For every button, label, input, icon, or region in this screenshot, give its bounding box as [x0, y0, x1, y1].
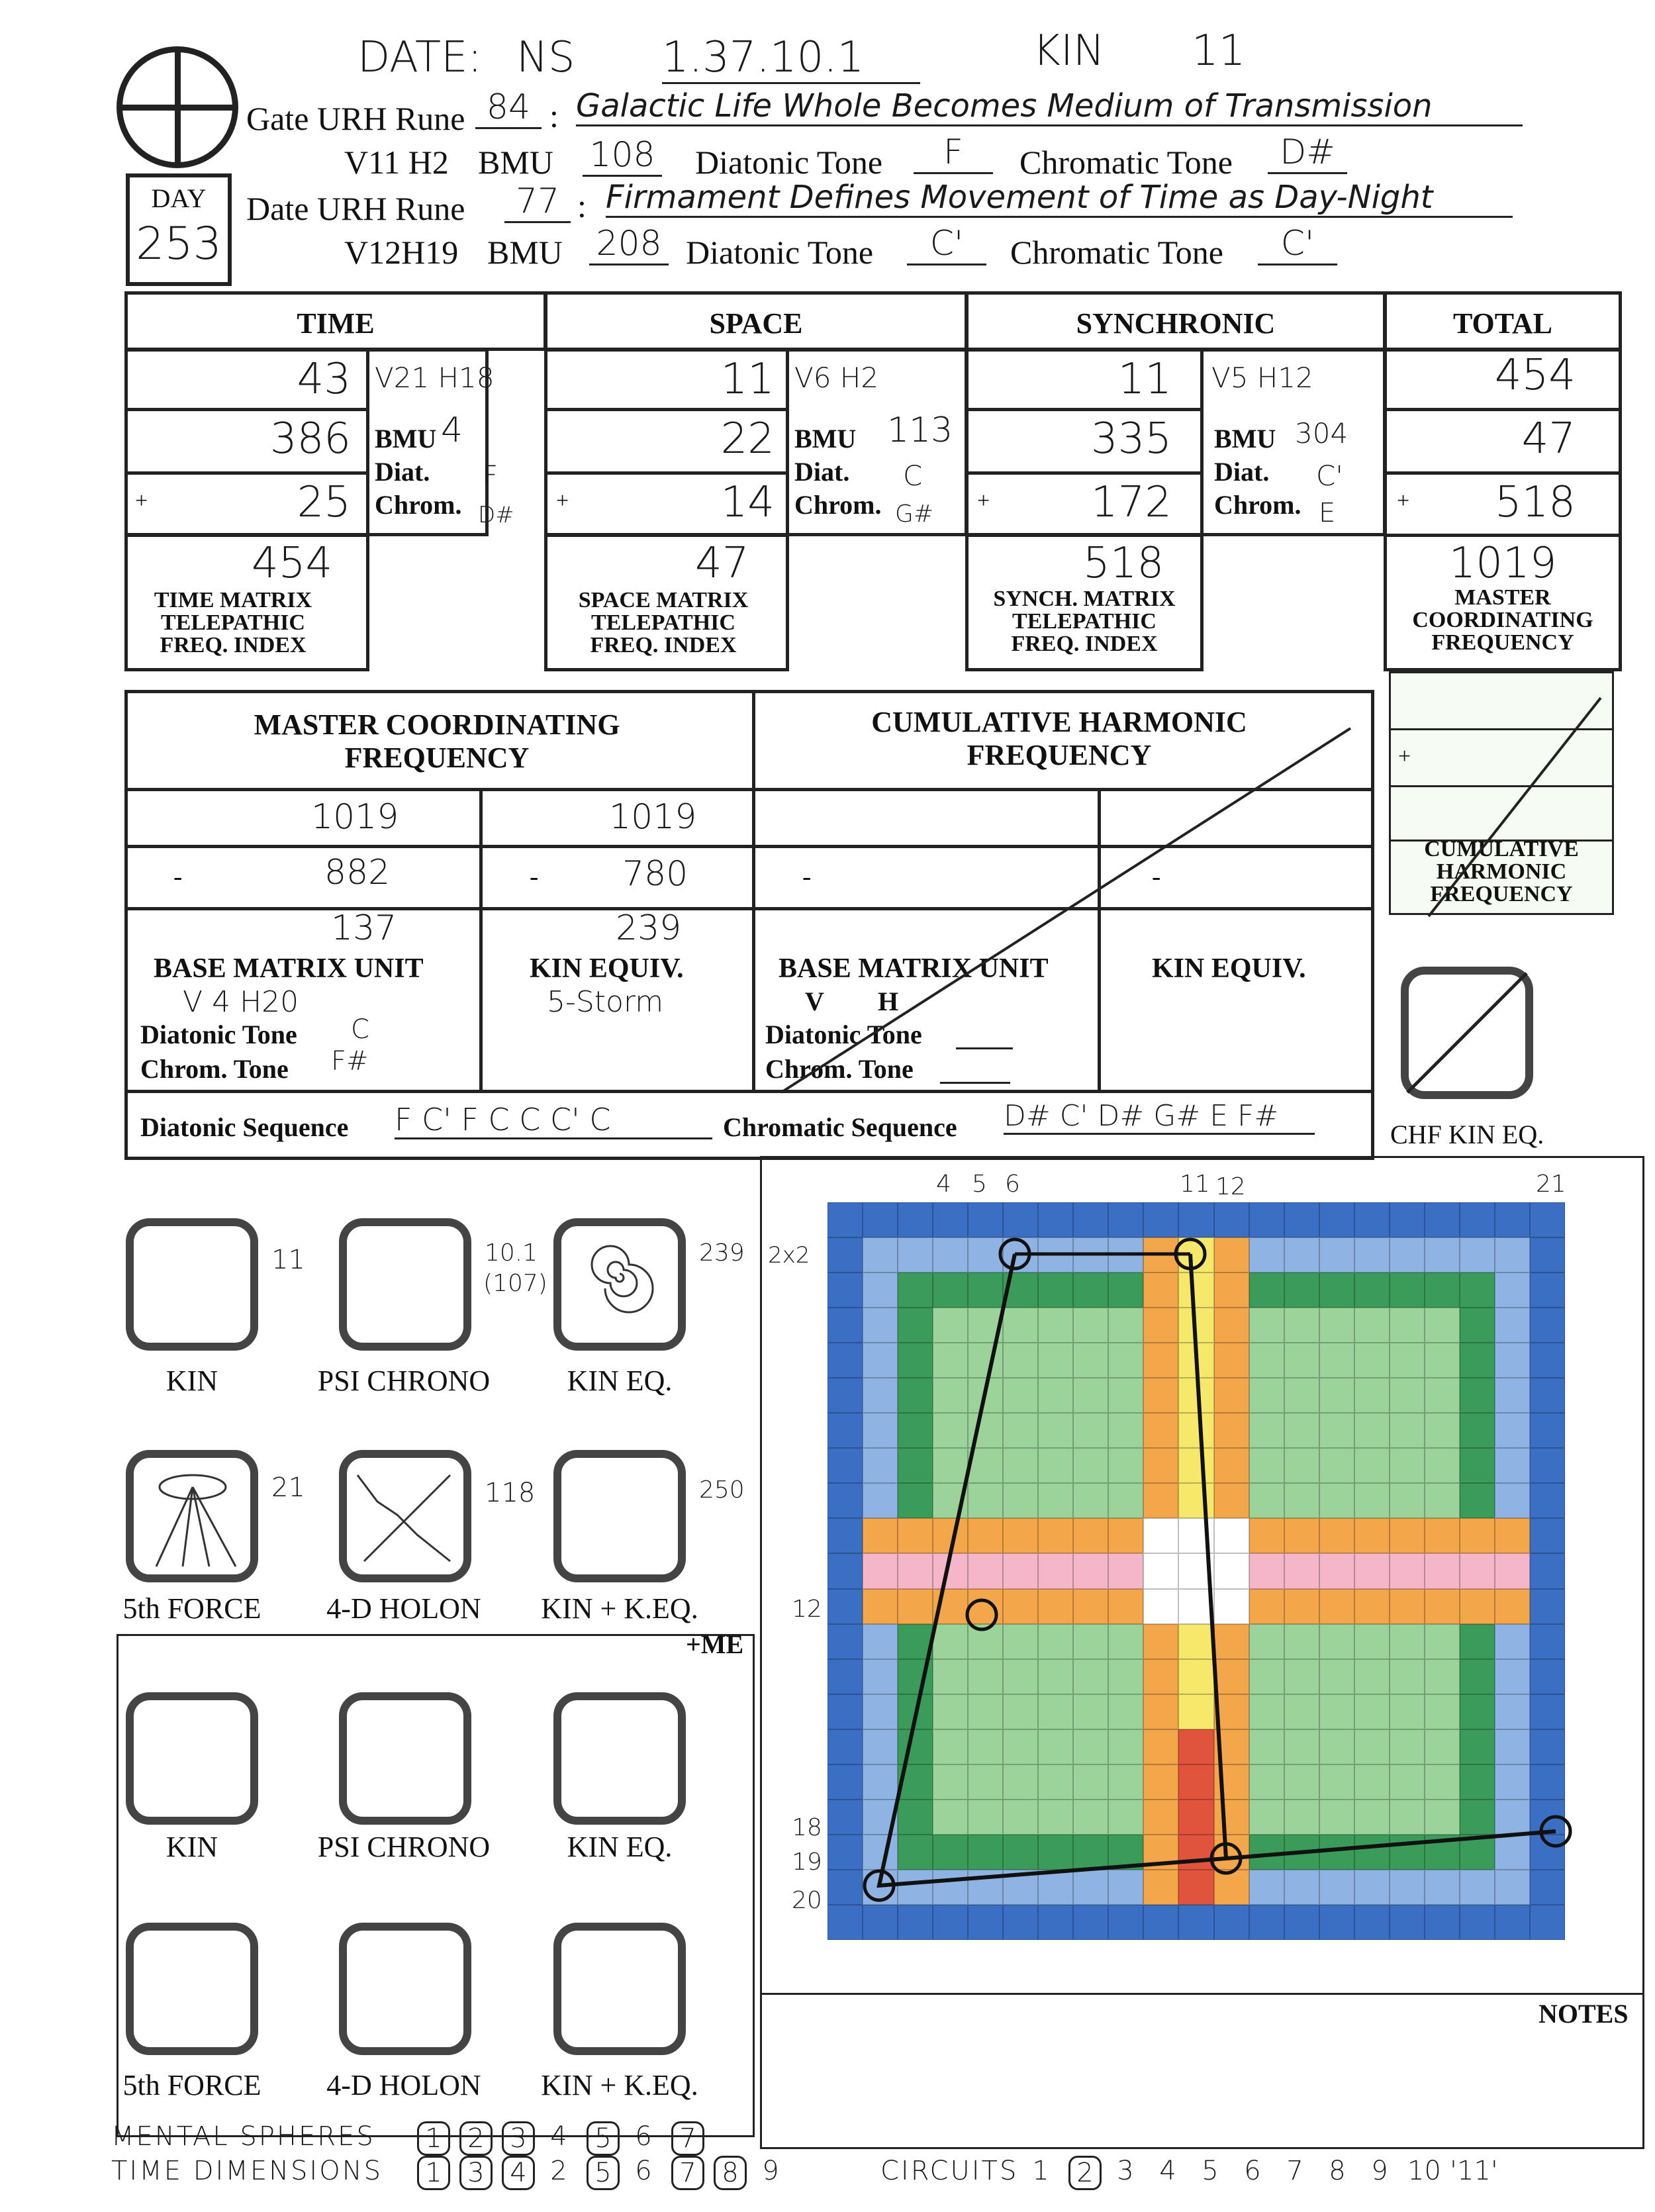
space-diat: C	[903, 459, 923, 492]
time-v2: 386	[269, 414, 351, 463]
time-bmu: 4	[441, 410, 463, 450]
total-v3: 518	[1494, 478, 1576, 527]
mental-sphere-0[interactable]: 1	[417, 2121, 450, 2156]
time-dimension-5[interactable]: 6	[635, 2156, 652, 2186]
space-index-label: SPACE MATRIX TELEPATHIC FREQ. INDEX	[578, 588, 749, 657]
grid-row-mark-18: 18	[792, 1814, 822, 1841]
space-bmu: 113	[887, 410, 953, 450]
kin-caption: KIN	[166, 1365, 218, 1397]
me-fifth-force-caption: 5th FORCE	[122, 2069, 261, 2101]
kin-keq-caption: KIN + K.EQ.	[541, 1592, 698, 1625]
gate-bmu: 108	[583, 135, 662, 177]
mental-sphere-4[interactable]: 5	[587, 2121, 620, 2156]
circuit-0[interactable]: 1	[1032, 2156, 1049, 2186]
date-ns: NS	[516, 33, 575, 82]
total-v1: 454	[1494, 351, 1576, 400]
grid-col-mark-11: 11	[1180, 1171, 1210, 1198]
time-dimension-8[interactable]: 9	[762, 2156, 779, 2186]
chf-v: V	[805, 986, 824, 1016]
chf-kin-eq-strike	[1401, 967, 1533, 1099]
time-dimension-4[interactable]: 5	[587, 2156, 620, 2190]
kin-value: 11	[1192, 26, 1246, 75]
mcf-a3: 137	[331, 908, 397, 948]
time-dimension-3[interactable]: 2	[550, 2156, 567, 2186]
day-value: 253	[136, 218, 222, 270]
total-title: TOTAL	[1453, 307, 1552, 340]
grid-row-mark-19: 19	[792, 1849, 822, 1876]
diatonic-seq-label: Diatonic Sequence	[140, 1112, 349, 1142]
mcf-a1: 1019	[311, 797, 399, 837]
time-dimension-1[interactable]: 3	[459, 2156, 493, 2190]
gate-diatonic: F	[914, 132, 993, 174]
total-v2: 47	[1521, 414, 1576, 463]
time-diat: F	[482, 459, 498, 492]
sync-index-label: SYNCH. MATRIX TELEPATHIC FREQ. INDEX	[993, 587, 1176, 656]
me-label: +ME	[686, 1629, 744, 1659]
mcf-bmu-label: BASE MATRIX UNIT	[154, 953, 424, 984]
kin-eq-number: 239	[699, 1239, 745, 1267]
circuit-8[interactable]: 9	[1371, 2156, 1388, 2186]
mcf-kin-equiv-label: KIN EQUIV.	[530, 953, 684, 984]
time-plus: +	[135, 489, 148, 513]
date-chromatic-label: Chromatic Tone	[1010, 234, 1223, 271]
time-chrom: D#	[478, 502, 514, 528]
circuit-10[interactable]: '11'	[1450, 2156, 1498, 2186]
time-total: 454	[252, 539, 333, 588]
sync-v2: 335	[1090, 414, 1172, 463]
mcf-a2: 882	[324, 853, 391, 892]
me-kin-caption: KIN	[166, 1831, 218, 1863]
grid-col-mark-5: 5	[972, 1171, 987, 1198]
me-kin-glyph[interactable]	[126, 1692, 258, 1825]
time-dimension-2[interactable]: 4	[502, 2156, 535, 2190]
mcf-diat: C	[351, 1014, 369, 1045]
mcf-minus-b: -	[530, 861, 539, 891]
chf-minus-b: -	[1152, 861, 1161, 891]
chromatic-seq: D# C' D# G# E F#	[1004, 1099, 1315, 1135]
gate-bmu-label: BMU	[478, 144, 553, 181]
date-value: 1.37.10.1	[662, 33, 920, 84]
chf-side-strike	[1389, 671, 1614, 923]
holon-number: 118	[485, 1478, 536, 1508]
time-dimension-6[interactable]: 7	[671, 2156, 704, 2190]
notes-label: NOTES	[1538, 1999, 1629, 2029]
sync-diat-label: Diat.	[1214, 457, 1270, 487]
sync-bmu: 304	[1295, 417, 1348, 450]
holon-cross-icon	[351, 1462, 460, 1571]
mcf-b3: 239	[616, 908, 682, 948]
total-total: 1019	[1448, 539, 1557, 588]
sync-chrom-label: Chrom.	[1214, 490, 1301, 520]
spiral-icon	[580, 1238, 659, 1318]
time-coord: V21 H18	[375, 361, 495, 394]
space-diat-label: Diat.	[794, 457, 850, 487]
chf-side-plus: +	[1398, 744, 1411, 769]
kin-eq-caption: KIN EQ.	[567, 1365, 673, 1397]
date-bmu: 208	[589, 224, 669, 265]
space-title: SPACE	[709, 307, 803, 340]
psi-chrono-glyph[interactable]	[339, 1218, 471, 1351]
gate-colon: :	[549, 97, 559, 134]
chf-side-label: CUMULATIVE HARMONIC FREQUENCY	[1424, 837, 1579, 906]
chf-kin-eq-label: CHF KIN EQ.	[1390, 1120, 1544, 1149]
me-fifth-force-glyph[interactable]	[126, 1923, 258, 2055]
mental-sphere-1[interactable]: 2	[459, 2121, 493, 2156]
mcf-kin-equiv: 5-Storm	[547, 985, 664, 1019]
mcf-b2: 780	[622, 854, 688, 894]
total-label: MASTER COORDINATING FREQUENCY	[1412, 585, 1593, 655]
circuit-2[interactable]: 3	[1117, 2156, 1134, 2186]
gate-text: Galactic Life Whole Becomes Medium of Transmission	[576, 87, 1523, 126]
date-coord: V12H19	[344, 234, 459, 271]
sync-v3: 172	[1090, 478, 1172, 527]
space-v2: 22	[720, 414, 775, 463]
date-colon: :	[577, 187, 587, 224]
sync-diat: C'	[1316, 459, 1343, 492]
me-kin-keq-glyph[interactable]	[553, 1923, 686, 2055]
gate-rune: 84	[475, 87, 542, 129]
sync-chrom: E	[1319, 498, 1336, 528]
grid-row-mark-20: 20	[792, 1887, 822, 1914]
mental-sphere-5[interactable]: 6	[635, 2121, 652, 2152]
date-chromatic: C'	[1258, 224, 1337, 265]
mcf-minus-a: -	[173, 861, 183, 891]
chf-diat-label: Diatonic Tone	[765, 1020, 922, 1049]
psi-chrono-caption: PSI CHRONO	[317, 1365, 491, 1397]
date-rune: 77	[504, 181, 571, 223]
gate-diatonic-label: Diatonic Tone	[695, 144, 883, 181]
mental-spheres-label: MENTAL SPHERES	[111, 2121, 375, 2152]
chf-minus-a: -	[802, 861, 812, 891]
gate-coord: V11 H2	[344, 144, 449, 181]
grid-col-mark-21: 21	[1536, 1171, 1566, 1198]
grid-col-mark-6: 6	[1005, 1171, 1020, 1198]
mcf-bmu-coord: V 4 H20	[183, 985, 299, 1019]
time-chrom-label: Chrom.	[375, 490, 462, 520]
date-urh-label: Date URH Rune	[246, 190, 465, 227]
gate-label: Gate URH Rune	[246, 100, 465, 137]
grid-path-overlay	[760, 1156, 1644, 2017]
mcf-chrom: F#	[331, 1046, 369, 1077]
mental-sphere-3[interactable]: 4	[550, 2121, 567, 2152]
circuit-4[interactable]: 5	[1202, 2156, 1219, 2186]
chromatic-seq-label: Chromatic Sequence	[723, 1112, 957, 1142]
sync-v1: 11	[1117, 355, 1172, 404]
total-plus: +	[1397, 489, 1410, 513]
kin-glyph[interactable]	[126, 1218, 258, 1351]
kin-label: KIN	[1033, 26, 1105, 75]
force-number: 21	[271, 1472, 305, 1503]
grid-row-mark-2x2: 2x2	[768, 1242, 810, 1269]
time-dimension-7[interactable]: 8	[714, 2156, 747, 2190]
space-plus: +	[556, 489, 569, 513]
kin-glyph-number: 11	[271, 1245, 305, 1275]
circuit-1[interactable]: 2	[1068, 2156, 1102, 2190]
time-v1: 43	[297, 355, 351, 404]
me-holon-caption: 4-D HOLON	[326, 2069, 481, 2101]
date-diatonic: C'	[907, 224, 986, 265]
circuit-3[interactable]: 4	[1159, 2156, 1176, 2186]
circuit-5[interactable]: 6	[1244, 2156, 1261, 2186]
time-dimensions-label: TIME DIMENSIONS	[111, 2156, 383, 2186]
holon-caption: 4-D HOLON	[326, 1592, 481, 1625]
sync-title-cell	[965, 291, 1386, 351]
space-v3: 14	[720, 478, 775, 527]
space-total: 47	[695, 539, 749, 588]
me-holon-glyph[interactable]	[339, 1923, 471, 2055]
mcf-b1: 1019	[609, 797, 697, 837]
sync-bmu-label: BMU	[1214, 424, 1276, 454]
time-dimension-0[interactable]: 1	[417, 2156, 450, 2190]
me-psi-chrono-glyph[interactable]	[339, 1692, 471, 1825]
time-title: TIME	[297, 307, 375, 340]
time-index-label: TIME MATRIX TELEPATHIC FREQ. INDEX	[154, 588, 312, 657]
chf-title: CUMULATIVE HARMONIC FREQUENCY	[871, 706, 1247, 771]
mcf-chrom-label: Chrom. Tone	[140, 1054, 289, 1084]
me-psi-chrono-caption: PSI CHRONO	[317, 1831, 491, 1863]
chf-chrom-label: Chrom. Tone	[765, 1054, 914, 1084]
grid-col-mark-12: 12	[1215, 1173, 1246, 1200]
sync-title: SYNCHRONIC	[1076, 307, 1276, 340]
gate-chromatic: D#	[1268, 132, 1347, 174]
mcf-diat-label: Diatonic Tone	[140, 1020, 297, 1049]
date-text: Firmament Defines Movement of Time as Day-Night	[606, 179, 1513, 218]
chf-kin-equiv-label: KIN EQUIV.	[1152, 953, 1306, 984]
space-v1: 11	[720, 355, 775, 404]
mcf-title: MASTER COORDINATING FREQUENCY	[254, 708, 620, 774]
day-box	[126, 173, 232, 286]
me-kin-keq-caption: KIN + K.EQ.	[541, 2069, 698, 2101]
sync-plus: +	[977, 489, 990, 513]
circuit-9[interactable]: 10	[1407, 2156, 1441, 2186]
mental-sphere-6[interactable]: 7	[671, 2121, 704, 2156]
psi-number-2: (107)	[483, 1270, 547, 1297]
sync-total: 518	[1083, 539, 1164, 588]
date-label: DATE:	[357, 33, 483, 82]
kin-keq-number: 250	[699, 1476, 745, 1504]
chf-h: H	[878, 986, 899, 1016]
date-diatonic-label: Diatonic Tone	[686, 234, 874, 271]
time-bmu-label: BMU	[375, 424, 437, 454]
me-kin-eq-glyph[interactable]	[553, 1692, 686, 1825]
time-diat-label: Diat.	[375, 457, 430, 487]
gate-chromatic-label: Chromatic Tone	[1019, 144, 1233, 181]
kin-keq-glyph[interactable]	[553, 1450, 686, 1582]
grid-col-mark-4: 4	[936, 1171, 951, 1198]
diatonic-seq: F C' F C C C' C	[395, 1102, 712, 1139]
time-v3: 25	[297, 478, 351, 527]
space-coord: V6 H2	[794, 361, 879, 394]
fifth-force-caption: 5th FORCE	[122, 1592, 261, 1625]
me-kin-eq-caption: KIN EQ.	[567, 1831, 673, 1863]
sync-coord: V5 H12	[1211, 361, 1313, 394]
day-label: DAY	[151, 183, 207, 213]
space-title-cell	[544, 291, 968, 351]
space-chrom-label: Chrom.	[794, 490, 882, 520]
date-glyph	[117, 46, 238, 168]
grid-row-mark-12: 12	[792, 1596, 822, 1623]
circuits-label: CIRCUITS	[880, 2156, 1019, 2186]
circuit-7[interactable]: 8	[1329, 2156, 1346, 2186]
time-title-cell	[124, 291, 547, 351]
mental-sphere-2[interactable]: 3	[502, 2121, 535, 2156]
total-title-cell	[1384, 291, 1622, 351]
force-rays-icon	[136, 1461, 249, 1573]
circuit-6[interactable]: 7	[1286, 2156, 1303, 2186]
space-bmu-label: BMU	[794, 424, 857, 454]
date-bmu-label: BMU	[487, 234, 563, 271]
space-chrom: G#	[895, 501, 934, 528]
psi-number: 10.1	[485, 1239, 538, 1267]
chf-bmu-label: BASE MATRIX UNIT	[779, 953, 1049, 984]
